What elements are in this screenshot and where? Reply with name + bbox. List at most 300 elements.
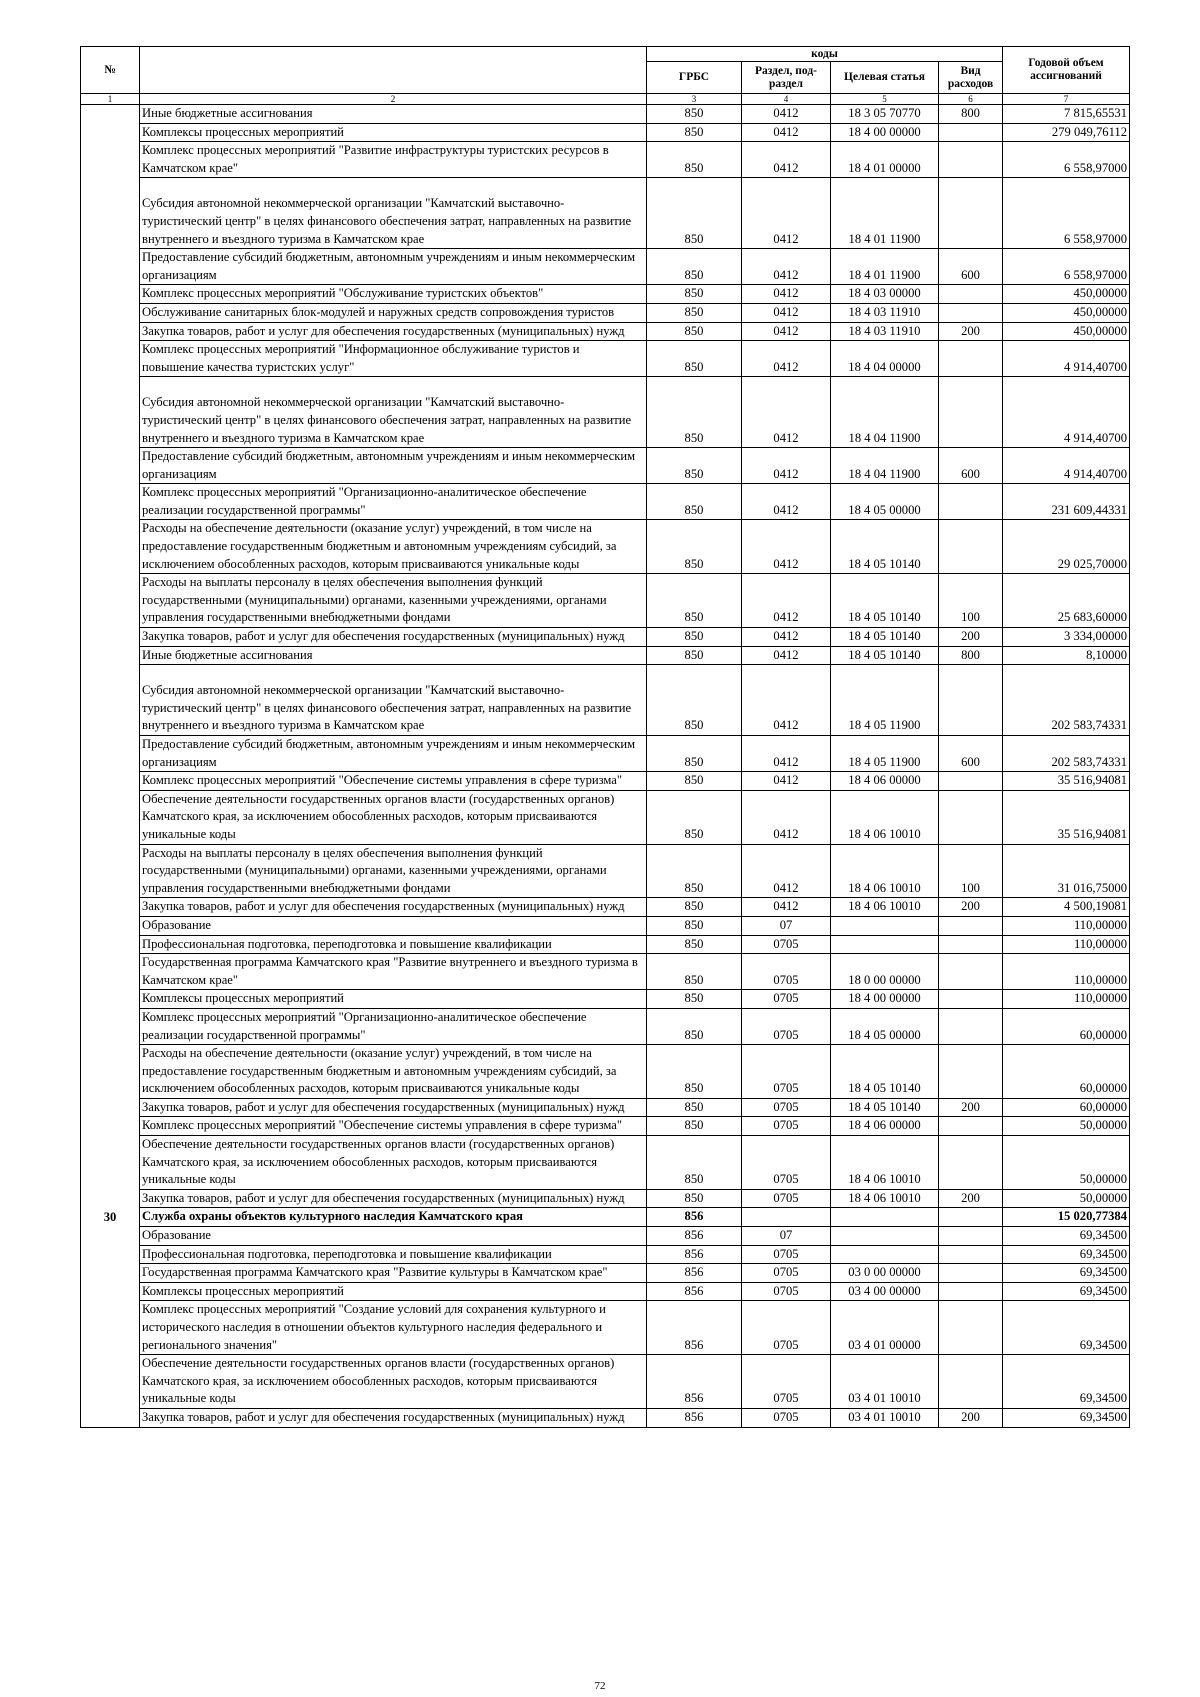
cell-name: Закупка товаров, работ и услуг для обеспечения государственных (муниципальных) нужд	[140, 322, 647, 341]
cell-rz: 0705	[742, 1117, 831, 1136]
cell-rz: 0412	[742, 844, 831, 898]
table-row	[81, 1098, 1130, 1117]
cell-cs: 18 3 05 70770	[831, 105, 939, 124]
cell-cs	[831, 935, 939, 954]
cell-cs: 18 4 06 00000	[831, 1117, 939, 1136]
cell-rz: 0705	[742, 954, 831, 990]
cell-cs: 18 4 04 11900	[831, 377, 939, 448]
cell-rz: 0705	[742, 1264, 831, 1283]
table-row	[81, 898, 1130, 917]
razdel-header: Раздел, под-раздел	[742, 62, 831, 94]
cell-num	[81, 1045, 140, 1099]
cell-cs: 18 4 05 11900	[831, 665, 939, 736]
table-row	[81, 935, 1130, 954]
cell-num	[81, 1408, 140, 1427]
table-row	[81, 1301, 1130, 1355]
cell-num	[81, 285, 140, 304]
cell-grbs: 850	[647, 105, 742, 124]
cell-amt: 35 516,94081	[1003, 790, 1130, 844]
table-row	[81, 1189, 1130, 1208]
cell-num	[81, 1008, 140, 1044]
cell-grbs: 856	[647, 1301, 742, 1355]
idx-6: 6	[939, 94, 1003, 105]
cell-vr: 600	[939, 249, 1003, 285]
cell-vr	[939, 377, 1003, 448]
cell-name: Комплекс процессных мероприятий "Обеспечение системы управления в сфере туризма"	[140, 772, 647, 791]
cell-rz: 0705	[742, 990, 831, 1009]
cell-num	[81, 646, 140, 665]
cell-cs: 18 4 01 11900	[831, 249, 939, 285]
table-row	[81, 285, 1130, 304]
cell-vr	[939, 1117, 1003, 1136]
cell-vr	[939, 123, 1003, 142]
cell-amt: 450,00000	[1003, 285, 1130, 304]
cell-amt: 6 558,97000	[1003, 142, 1130, 178]
cell-grbs: 850	[647, 285, 742, 304]
cell-name: Расходы на обеспечение деятельности (оказание услуг) учреждений, в том числе на предоставление государственным бюджетным и автономным учреждениям субсидий, за исключением обособленных расходов, которым присваиваются уникальные коды	[140, 1045, 647, 1099]
cell-name: Субсидия автономной некоммерческой организации "Камчатский выставочно-туристический центр" в целях финансового обеспечения затрат, направленных на развитие внутреннего и въездного туризма в Камчатском крае	[140, 377, 647, 448]
cell-amt: 69,34500	[1003, 1245, 1130, 1264]
cell-vr: 200	[939, 322, 1003, 341]
cell-cs: 18 4 06 10010	[831, 1189, 939, 1208]
table-row	[81, 105, 1130, 124]
cell-amt: 60,00000	[1003, 1098, 1130, 1117]
cell-num	[81, 1264, 140, 1283]
cell-name: Комплексы процессных мероприятий	[140, 990, 647, 1009]
cell-num	[81, 123, 140, 142]
idx-3: 3	[647, 94, 742, 105]
cell-amt: 15 020,77384	[1003, 1208, 1130, 1227]
table-row	[81, 520, 1130, 574]
cell-grbs: 850	[647, 1045, 742, 1099]
table-row	[81, 178, 1130, 249]
cell-grbs: 850	[647, 646, 742, 665]
table-row	[81, 249, 1130, 285]
cell-vr	[939, 520, 1003, 574]
cell-rz: 0412	[742, 772, 831, 791]
cell-name: Комплекс процессных мероприятий "Информационное обслуживание туристов и повышение качества туристских услуг"	[140, 341, 647, 377]
cell-grbs: 850	[647, 178, 742, 249]
table-row	[81, 772, 1130, 791]
cell-rz: 0705	[742, 1282, 831, 1301]
table-row	[81, 954, 1130, 990]
table-row	[81, 448, 1130, 484]
cell-vr	[939, 1136, 1003, 1190]
cell-vr: 200	[939, 898, 1003, 917]
table-row	[81, 142, 1130, 178]
cell-amt: 4 500,19081	[1003, 898, 1130, 917]
cell-amt: 69,34500	[1003, 1408, 1130, 1427]
cell-grbs: 850	[647, 990, 742, 1009]
cell-grbs: 850	[647, 665, 742, 736]
cell-cs	[831, 1208, 939, 1227]
cell-name: Обеспечение деятельности государственных органов власти (государственных органов) Камчатского края, за исключением обособленных расходов, которым присваиваются уникальные коды	[140, 790, 647, 844]
table-row	[81, 303, 1130, 322]
cell-cs: 18 4 03 00000	[831, 285, 939, 304]
cell-cs: 18 4 01 11900	[831, 178, 939, 249]
table-row	[81, 1045, 1130, 1099]
cell-vr	[939, 935, 1003, 954]
cell-vr	[939, 1208, 1003, 1227]
page-number: 72	[594, 1680, 606, 1692]
cell-name: Комплекс процессных мероприятий "Организационно-аналитическое обеспечение реализации государственной программы"	[140, 1008, 647, 1044]
cell-num	[81, 1136, 140, 1190]
table-row	[81, 916, 1130, 935]
cell-amt: 25 683,60000	[1003, 574, 1130, 628]
cell-vr	[939, 1282, 1003, 1301]
codes-header: коды	[647, 47, 1003, 62]
cell-rz: 07	[742, 916, 831, 935]
cell-rz: 0412	[742, 646, 831, 665]
cell-grbs: 850	[647, 898, 742, 917]
table-row	[81, 1245, 1130, 1264]
cell-amt: 4 914,40700	[1003, 377, 1130, 448]
cell-cs: 18 0 00 00000	[831, 954, 939, 990]
cell-cs: 18 4 05 10140	[831, 646, 939, 665]
cell-vr	[939, 1264, 1003, 1283]
cell-vr	[939, 665, 1003, 736]
table-row	[81, 341, 1130, 377]
cell-num	[81, 574, 140, 628]
cell-cs: 18 4 06 10010	[831, 898, 939, 917]
cell-name: Государственная программа Камчатского края "Развитие культуры в Камчатском крае"	[140, 1264, 647, 1283]
cell-grbs: 850	[647, 484, 742, 520]
cell-name: Профессиональная подготовка, переподготовка и повышение квалификации	[140, 1245, 647, 1264]
cell-cs: 03 4 01 10010	[831, 1355, 939, 1409]
cell-num	[81, 249, 140, 285]
cell-name: Обеспечение деятельности государственных органов власти (государственных органов) Камчатского края, за исключением обособленных расходов, которым присваиваются уникальные коды	[140, 1136, 647, 1190]
table-row	[81, 322, 1130, 341]
cell-vr	[939, 1245, 1003, 1264]
cell-rz: 0705	[742, 1189, 831, 1208]
cell-num	[81, 1227, 140, 1246]
cell-rz: 0412	[742, 574, 831, 628]
cell-cs: 18 4 05 00000	[831, 1008, 939, 1044]
table-row	[81, 1355, 1130, 1409]
table-row	[81, 1117, 1130, 1136]
cell-num	[81, 665, 140, 736]
cell-rz: 0705	[742, 1301, 831, 1355]
table-row	[81, 1136, 1130, 1190]
cell-name: Комплекс процессных мероприятий "Обслуживание туристских объектов"	[140, 285, 647, 304]
cell-grbs: 850	[647, 935, 742, 954]
cell-vr	[939, 916, 1003, 935]
cell-grbs: 850	[647, 772, 742, 791]
budget-table	[80, 46, 1130, 1428]
cell-grbs: 850	[647, 736, 742, 772]
cell-name: Комплексы процессных мероприятий	[140, 1282, 647, 1301]
cell-amt: 35 516,94081	[1003, 772, 1130, 791]
cell-rz: 0412	[742, 484, 831, 520]
cell-amt: 110,00000	[1003, 990, 1130, 1009]
cell-grbs: 850	[647, 249, 742, 285]
table-row	[81, 1227, 1130, 1246]
cell-amt: 69,34500	[1003, 1355, 1130, 1409]
table-row	[81, 646, 1130, 665]
cell-amt: 231 609,44331	[1003, 484, 1130, 520]
cell-name: Комплекс процессных мероприятий "Обеспечение системы управления в сфере туризма"	[140, 1117, 647, 1136]
target-header: Целевая статья	[831, 62, 939, 94]
table-row	[81, 1282, 1130, 1301]
cell-amt: 450,00000	[1003, 303, 1130, 322]
cell-num	[81, 303, 140, 322]
idx-1: 1	[81, 94, 140, 105]
table-row	[81, 377, 1130, 448]
cell-vr	[939, 1045, 1003, 1099]
cell-grbs: 850	[647, 377, 742, 448]
table-row	[81, 736, 1130, 772]
cell-grbs: 850	[647, 303, 742, 322]
cell-num	[81, 105, 140, 124]
cell-grbs: 850	[647, 574, 742, 628]
cell-num	[81, 1301, 140, 1355]
table-row	[81, 1264, 1130, 1283]
cell-grbs: 850	[647, 1189, 742, 1208]
cell-num	[81, 790, 140, 844]
cell-cs: 18 4 01 00000	[831, 142, 939, 178]
table-row	[81, 1408, 1130, 1427]
cell-vr	[939, 990, 1003, 1009]
vid-header: Вид расходов	[939, 62, 1003, 94]
cell-num	[81, 322, 140, 341]
cell-grbs: 850	[647, 142, 742, 178]
table-row	[81, 574, 1130, 628]
cell-grbs: 850	[647, 916, 742, 935]
cell-name: Государственная программа Камчатского края "Развитие внутреннего и въездного туризма в Камчатском крае"	[140, 954, 647, 990]
cell-rz: 0412	[742, 898, 831, 917]
cell-grbs: 856	[647, 1408, 742, 1427]
cell-name: Расходы на обеспечение деятельности (оказание услуг) учреждений, в том числе на предоставление государственным бюджетным и автономным учреждениям субсидий, за исключением обособленных расходов, которым присваиваются уникальные коды	[140, 520, 647, 574]
cell-cs: 18 4 06 00000	[831, 772, 939, 791]
cell-cs: 03 0 00 00000	[831, 1264, 939, 1283]
cell-rz: 0705	[742, 1355, 831, 1409]
cell-grbs: 850	[647, 1008, 742, 1044]
cell-amt: 50,00000	[1003, 1117, 1130, 1136]
cell-rz: 0705	[742, 1045, 831, 1099]
cell-rz: 0412	[742, 628, 831, 647]
cell-name: Комплексы процессных мероприятий	[140, 123, 647, 142]
cell-name: Предоставление субсидий бюджетным, автономным учреждениям и иным некоммерческим организациям	[140, 448, 647, 484]
idx-7: 7	[1003, 94, 1130, 105]
table-row	[81, 628, 1130, 647]
cell-cs: 18 4 06 10010	[831, 844, 939, 898]
cell-vr	[939, 1355, 1003, 1409]
cell-cs	[831, 1227, 939, 1246]
cell-grbs: 856	[647, 1264, 742, 1283]
cell-cs: 18 4 04 11900	[831, 448, 939, 484]
cell-num	[81, 898, 140, 917]
cell-amt: 69,34500	[1003, 1227, 1130, 1246]
cell-amt: 8,10000	[1003, 646, 1130, 665]
cell-name: Служба охраны объектов культурного наследия Камчатского края	[140, 1208, 647, 1227]
cell-name: Комплекс процессных мероприятий "Создание условий для сохранения культурного и исторического наследия в отношении объектов культурного наследия федерального и регионального значения"	[140, 1301, 647, 1355]
cell-rz: 0412	[742, 322, 831, 341]
cell-grbs: 850	[647, 123, 742, 142]
cell-rz: 0412	[742, 123, 831, 142]
cell-rz: 0705	[742, 1408, 831, 1427]
cell-name: Профессиональная подготовка, переподготовка и повышение квалификации	[140, 935, 647, 954]
cell-grbs: 850	[647, 790, 742, 844]
cell-rz: 0412	[742, 736, 831, 772]
cell-vr: 600	[939, 448, 1003, 484]
cell-grbs: 856	[647, 1227, 742, 1246]
cell-vr	[939, 142, 1003, 178]
cell-cs: 03 4 00 00000	[831, 1282, 939, 1301]
cell-amt: 7 815,65531	[1003, 105, 1130, 124]
col-num-header: №	[81, 47, 140, 94]
cell-grbs: 850	[647, 341, 742, 377]
cell-cs: 18 4 05 10140	[831, 1045, 939, 1099]
cell-num	[81, 628, 140, 647]
cell-name: Комплекс процессных мероприятий "Развитие инфраструктуры туристских ресурсов в Камчатском крае"	[140, 142, 647, 178]
cell-cs: 18 4 03 11910	[831, 303, 939, 322]
cell-grbs: 850	[647, 954, 742, 990]
cell-name: Комплекс процессных мероприятий "Организационно-аналитическое обеспечение реализации государственной программы"	[140, 484, 647, 520]
cell-num	[81, 1355, 140, 1409]
cell-amt: 60,00000	[1003, 1045, 1130, 1099]
cell-vr	[939, 1008, 1003, 1044]
table-row	[81, 484, 1130, 520]
amount-header: Годовой объем ассигнований	[1003, 47, 1130, 94]
cell-num	[81, 341, 140, 377]
cell-name: Образование	[140, 1227, 647, 1246]
cell-num	[81, 1189, 140, 1208]
cell-amt: 60,00000	[1003, 1008, 1130, 1044]
cell-amt: 6 558,97000	[1003, 178, 1130, 249]
cell-name: Закупка товаров, работ и услуг для обеспечения государственных (муниципальных) нужд	[140, 898, 647, 917]
cell-num	[81, 178, 140, 249]
cell-num	[81, 990, 140, 1009]
table-row	[81, 790, 1130, 844]
cell-vr: 800	[939, 646, 1003, 665]
cell-vr	[939, 484, 1003, 520]
cell-cs: 18 4 06 10010	[831, 790, 939, 844]
table-header	[81, 47, 1130, 105]
cell-amt: 50,00000	[1003, 1136, 1130, 1190]
cell-name: Обеспечение деятельности государственных органов власти (государственных органов) Камчатского края, за исключением обособленных расходов, которым присваиваются уникальные коды	[140, 1355, 647, 1409]
cell-name: Иные бюджетные ассигнования	[140, 646, 647, 665]
cell-cs: 18 4 05 10140	[831, 628, 939, 647]
cell-name: Образование	[140, 916, 647, 935]
cell-cs: 18 4 00 00000	[831, 990, 939, 1009]
cell-cs	[831, 916, 939, 935]
cell-rz: 0412	[742, 665, 831, 736]
cell-grbs: 850	[647, 844, 742, 898]
cell-cs: 18 4 05 00000	[831, 484, 939, 520]
table-body	[81, 105, 1130, 1428]
cell-amt: 110,00000	[1003, 916, 1130, 935]
cell-num	[81, 448, 140, 484]
cell-rz: 0705	[742, 1008, 831, 1044]
cell-amt: 50,00000	[1003, 1189, 1130, 1208]
table-row	[81, 990, 1130, 1009]
cell-num	[81, 142, 140, 178]
cell-num	[81, 954, 140, 990]
cell-cs: 18 4 05 10140	[831, 574, 939, 628]
cell-rz: 0412	[742, 249, 831, 285]
cell-rz: 0412	[742, 178, 831, 249]
cell-rz	[742, 1208, 831, 1227]
cell-rz: 0705	[742, 1245, 831, 1264]
cell-cs: 03 4 01 00000	[831, 1301, 939, 1355]
cell-rz: 0705	[742, 1136, 831, 1190]
cell-rz: 0412	[742, 377, 831, 448]
idx-2: 2	[140, 94, 647, 105]
cell-num	[81, 935, 140, 954]
cell-name: Закупка товаров, работ и услуг для обеспечения государственных (муниципальных) нужд	[140, 1408, 647, 1427]
cell-num	[81, 1098, 140, 1117]
cell-name: Закупка товаров, работ и услуг для обеспечения государственных (муниципальных) нужд	[140, 1098, 647, 1117]
cell-name: Иные бюджетные ассигнования	[140, 105, 647, 124]
cell-vr: 200	[939, 628, 1003, 647]
table-row	[81, 1208, 1130, 1227]
cell-grbs: 856	[647, 1208, 742, 1227]
cell-amt: 110,00000	[1003, 935, 1130, 954]
cell-grbs: 856	[647, 1282, 742, 1301]
cell-cs: 18 4 05 11900	[831, 736, 939, 772]
table-row	[81, 123, 1130, 142]
cell-rz: 0412	[742, 448, 831, 484]
cell-grbs: 856	[647, 1245, 742, 1264]
cell-grbs: 850	[647, 322, 742, 341]
cell-amt: 3 334,00000	[1003, 628, 1130, 647]
table-row	[81, 665, 1130, 736]
cell-name: Предоставление субсидий бюджетным, автономным учреждениям и иным некоммерческим организациям	[140, 736, 647, 772]
cell-amt: 202 583,74331	[1003, 736, 1130, 772]
cell-name: Субсидия автономной некоммерческой организации "Камчатский выставочно-туристический центр" в целях финансового обеспечения затрат, направленных на развитие внутреннего и въездного туризма в Камчатском крае	[140, 665, 647, 736]
cell-num	[81, 736, 140, 772]
cell-num	[81, 484, 140, 520]
cell-vr	[939, 341, 1003, 377]
cell-amt: 4 914,40700	[1003, 341, 1130, 377]
cell-grbs: 850	[647, 1136, 742, 1190]
cell-cs: 18 4 05 10140	[831, 520, 939, 574]
cell-num	[81, 1245, 140, 1264]
cell-grbs: 850	[647, 1117, 742, 1136]
cell-vr: 200	[939, 1098, 1003, 1117]
cell-num	[81, 1282, 140, 1301]
cell-amt: 6 558,97000	[1003, 249, 1130, 285]
cell-name: Обслуживание санитарных блок-модулей и наружных средств сопровождения туристов	[140, 303, 647, 322]
cell-grbs: 850	[647, 448, 742, 484]
cell-amt: 69,34500	[1003, 1264, 1130, 1283]
cell-num	[81, 916, 140, 935]
idx-5: 5	[831, 94, 939, 105]
cell-num	[81, 844, 140, 898]
cell-vr	[939, 178, 1003, 249]
cell-vr	[939, 303, 1003, 322]
cell-grbs: 850	[647, 628, 742, 647]
cell-vr: 100	[939, 844, 1003, 898]
cell-num: 30	[81, 1208, 140, 1227]
cell-cs: 18 4 03 11910	[831, 322, 939, 341]
cell-amt: 450,00000	[1003, 322, 1130, 341]
cell-vr: 800	[939, 105, 1003, 124]
col-name-header	[140, 47, 647, 94]
cell-name: Расходы на выплаты персоналу в целях обеспечения выполнения функций государственными (муниципальными) органами, казенными учреждениями, органами управления государственными внебюджетными фондами	[140, 574, 647, 628]
cell-amt: 202 583,74331	[1003, 665, 1130, 736]
cell-name: Закупка товаров, работ и услуг для обеспечения государственных (муниципальных) нужд	[140, 628, 647, 647]
cell-rz: 0412	[742, 303, 831, 322]
cell-num	[81, 377, 140, 448]
table-row	[81, 844, 1130, 898]
cell-rz: 0705	[742, 935, 831, 954]
cell-amt: 69,34500	[1003, 1301, 1130, 1355]
cell-vr	[939, 954, 1003, 990]
cell-cs	[831, 1245, 939, 1264]
cell-vr	[939, 772, 1003, 791]
cell-rz: 0412	[742, 520, 831, 574]
